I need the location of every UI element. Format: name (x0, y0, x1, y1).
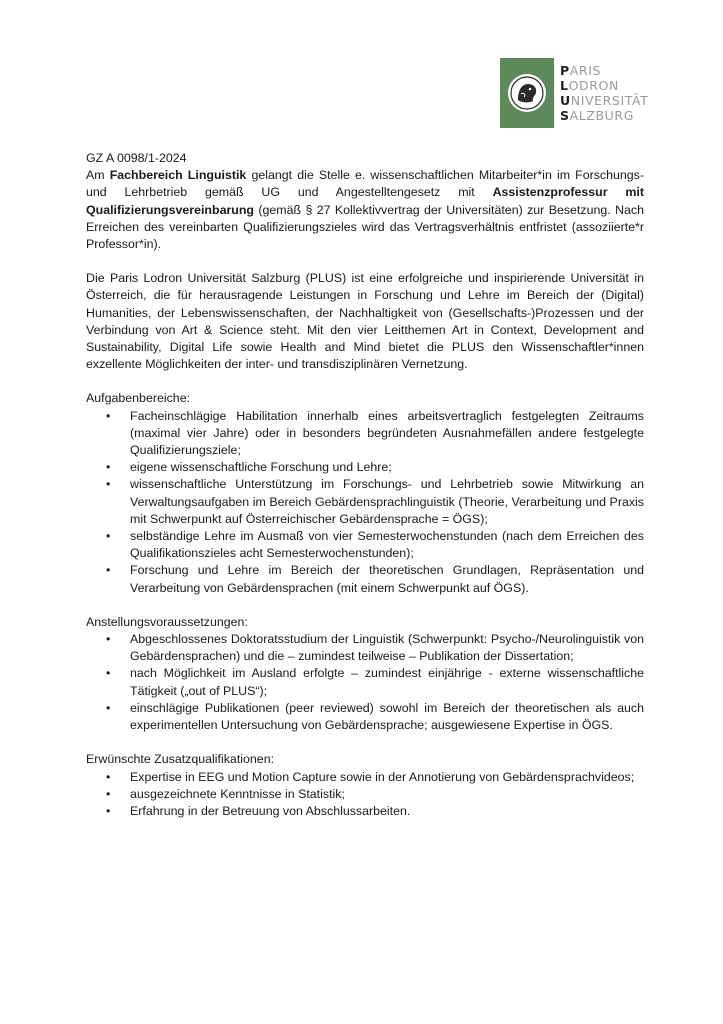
department-name: Fachbereich Linguistik (109, 168, 247, 183)
section-title-additional: Erwünschte Zusatzqualifikationen: (86, 752, 275, 767)
lion-seal-icon (500, 58, 554, 128)
list-item: • Expertise in EEG und Motion Capture sowie in der Annotierung von Gebärdensprachvideos; (106, 769, 635, 784)
list-item: • wissenschaftliche Unterstützung im Forschungs- und Lehrbetrieb sowie Mitwirkung an Verwaltungsaufgaben im Bereich Gebärdensprachlinguistik (Theorie, Verarbeitung und Praxis mit Schwerpunkt auf Österreichischer Gebärdensprache = ÖGS); (106, 477, 644, 526)
reference-number: GZ A 0098/1-2024 (86, 151, 187, 165)
section-title-requirements: Anstellungsvoraussetzungen: (86, 614, 248, 629)
list-item: • Forschung und Lehre im Bereich der theoretischen Grundlagen, Repräsentation und Verarbeitung von Gebärdensprachen (mit einem Schwerpunkt auf ÖGS). (106, 563, 644, 595)
list-item: • Abgeschlossenes Doktoratsstudium der Linguistik (Schwerpunkt: Psycho-/Neurolinguistik von Gebärdensprachen) und die – zumindest teilweise – Publikation der Dissertation; (106, 632, 644, 664)
position-type: Assistenzprofessur mit Qualifizierungsvereinbarung (86, 185, 644, 217)
list-item: • nach Möglichkeit im Ausland erfolgte – zumindest einjährige - externe wissenschaftliche Tätigkeit („out of PLUS“); (106, 666, 644, 698)
additional-qualifications-list (86, 769, 644, 821)
list-item: • eigene wissenschaftliche Forschung und Lehre; (106, 460, 392, 475)
intro-paragraph: Am Fachbereich Linguistik gelangt die Stelle e. wissenschaftlichen Mitarbeiter*in im Forschungs- und Lehrbetrieb gemäß UG und Angestelltengesetz mit Assistenzprofessur mit Qualifizierungsvereinbarung (gemäß § 27 Kollektivvertrag der Universitäten) zur Besetzung. Nach Erreichen des vereinbarten Qualifizierungszieles wird das Vertragsverhältnis entfristet (assoziierte*r Professor*in). (86, 168, 644, 252)
list-item: • Facheinschlägige Habilitation innerhalb eines arbeitsvertraglich festgelegten Zeitraums (maximal vier Jahre) oder in besonders begründeten Ausnahmefällen andere festgelegte Qualifizierungsziele; (106, 408, 644, 458)
section-title-tasks: Aufgabenbereiche: (86, 391, 191, 406)
list-item: • Erfahrung in der Betreuung von Abschlussarbeiten. (106, 803, 411, 818)
list-item: • einschlägige Publikationen (peer reviewed) sowohl im Bereich der theoretischen als auch experimentellen Untersuchung von Gebärdensprache; ausgewiesene Expertise in ÖGS. (106, 700, 644, 733)
document-body (86, 150, 644, 820)
university-logo (500, 58, 660, 128)
list-item: • selbständige Lehre im Ausmaß von vier Semesterwochenstunden (nach dem Erreichen des Qualifikationszieles acht Semesterwochenstunden); (106, 529, 644, 561)
tasks-list (86, 408, 644, 597)
list-item: • ausgezeichnete Kenntnisse in Statistik; (106, 786, 345, 801)
requirements-list (86, 631, 644, 734)
about-paragraph: Die Paris Lodron Universität Salzburg (PLUS) ist eine erfolgreiche und inspirierende Universität in Österreich, die für herausragende Leistungen in Forschung und Lehre im Bereich der (Digital) Humanities, der Lebenswissenschaften, der Nachhaltigkeit von (Gesellschafts-)Prozessen und der Verbindung von Art & Science steht. Mit den vier Leitthemen Art in Context, Development and Sustainability, Digital Life sowie Health and Mind bietet die PLUS den Wissenschaftler*innen exzellente Möglichkeiten der inter- und transdisziplinären Vernetzung. (86, 271, 644, 372)
logo-wordmark: PARIS LODRON UNIVERSITÄT SALZBURG (560, 63, 649, 123)
